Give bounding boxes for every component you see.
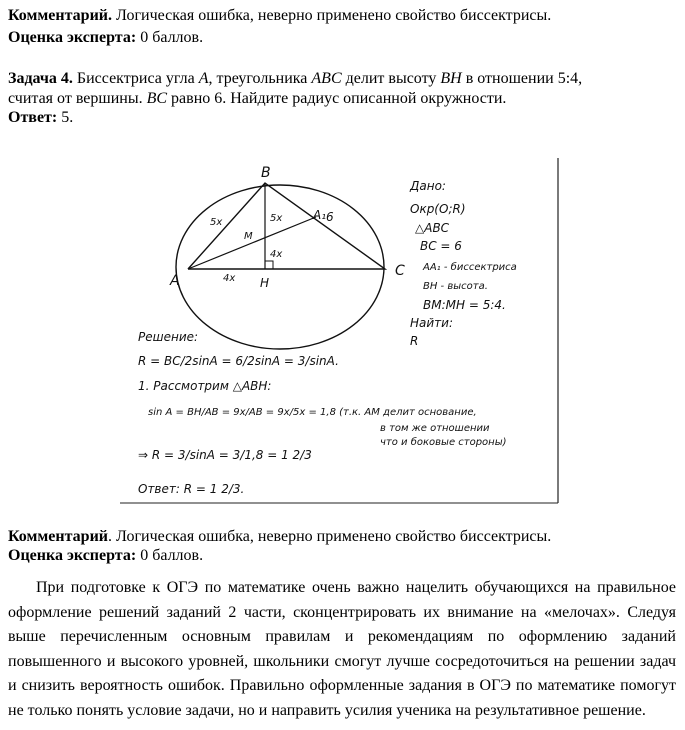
solution-line-2: 1. Рассмотрим △ABH: bbox=[138, 379, 272, 393]
task-text-b: , треугольника bbox=[208, 70, 308, 87]
task-answer-value: 5. bbox=[61, 109, 74, 126]
circumscribed-circle bbox=[176, 185, 384, 349]
task-text-c: делит высоту bbox=[345, 70, 437, 87]
task-var-abc: ABC bbox=[311, 70, 342, 87]
point-h-label: H bbox=[260, 276, 270, 290]
solution-line-3b: в том же отношении bbox=[380, 423, 490, 434]
task-text-d: в отношении 5:4, bbox=[465, 70, 583, 87]
task-line2-a: считая от вершины. bbox=[8, 90, 143, 107]
given-line-1: Окр(О;R) bbox=[410, 202, 466, 216]
side-5x-label: 5x bbox=[210, 217, 223, 228]
task-var-bh: BH bbox=[440, 70, 462, 87]
top-score-label: Оценка эксперта: bbox=[8, 29, 137, 46]
given-line-5: BH - высота. bbox=[423, 281, 488, 292]
solution-line-3c: что и боковые стороны) bbox=[380, 437, 507, 448]
solution-title: Решение: bbox=[138, 330, 199, 344]
closing-paragraph: При подготовке к ОГЭ по математике очень важно нацелить обучающихся на правильное оформление решений заданий 2 части, сконцентрировать их внимание на «мелочах». Следуя выше перечисленным основным правилам и рекомендациям по оформлению заданий повышенного и высокого уровней, школьники смогут лучше сосредоточиться на решении задач и снизить вероятность ошибок. Правильно оформленные задания в ОГЭ по математике помогут не только понять условие задачи, но и направить усилия ученика на результативное решение. bbox=[8, 579, 676, 719]
bottom-score-value: 0 баллов. bbox=[140, 547, 204, 564]
vertex-c-label: C bbox=[395, 263, 405, 279]
task-answer bbox=[8, 108, 73, 128]
segment-5x-label: 5x bbox=[270, 213, 283, 224]
top-comment-label: Комментарий. bbox=[8, 7, 113, 24]
solution-line-4: ⇒ R = 3/sinA = 3/1,8 = 1 2/3 bbox=[138, 448, 312, 462]
task-var-bc: BC bbox=[146, 90, 168, 107]
bottom-comment bbox=[8, 527, 551, 547]
vertex-b-label: B bbox=[261, 165, 271, 181]
top-score-value: 0 баллов. bbox=[140, 29, 204, 46]
solution-line-1: R = BC/2sinA = 6/2sinA = 3/sinA. bbox=[138, 354, 339, 368]
right-angle-mark bbox=[265, 261, 273, 269]
task-var-a: A bbox=[198, 70, 209, 87]
segment-4x-label: 4x bbox=[270, 249, 283, 260]
solution-line-3: sin A = BH/AB = 9x/AB = 9x/5x = 1,8 (т.к. АМ делит основание, bbox=[148, 407, 477, 418]
bottom-comment-label: Комментарий bbox=[8, 528, 109, 545]
vertex-a-label: A bbox=[170, 273, 180, 289]
solution-line-5: Ответ: R = 1 2/3. bbox=[138, 482, 245, 496]
given-line-6: BM:MH = 5:4. bbox=[423, 298, 506, 312]
find-title: Найти: bbox=[410, 316, 454, 330]
task-label: Задача 4. bbox=[8, 70, 73, 87]
bottom-score bbox=[8, 546, 203, 566]
task-statement-line1 bbox=[8, 69, 676, 89]
task-statement-line2 bbox=[8, 89, 506, 109]
task-line2-b: равно 6. Найдите радиус описанной окружности. bbox=[171, 90, 507, 107]
top-score bbox=[8, 28, 203, 48]
bisector-aa1 bbox=[188, 217, 316, 269]
bottom-comment-text: . Логическая ошибка, неверно применено свойство биссектрисы. bbox=[108, 528, 552, 545]
task-text-a: Биссектриса угла bbox=[76, 70, 195, 87]
point-m-label: M bbox=[244, 231, 253, 242]
given-line-3: BC = 6 bbox=[420, 239, 462, 253]
given-title: Дано: bbox=[410, 179, 446, 193]
handwritten-solution-scan bbox=[110, 155, 570, 510]
segment-6-label: 6 bbox=[326, 210, 334, 224]
top-comment bbox=[8, 6, 551, 26]
bottom-score-label: Оценка эксперта: bbox=[8, 547, 137, 564]
given-line-4: AA₁ - биссектриса bbox=[423, 262, 517, 273]
point-a1-label: A₁ bbox=[313, 208, 327, 222]
base-4x-label: 4x bbox=[223, 273, 236, 284]
find-line-1: R bbox=[410, 334, 419, 348]
given-line-2: △ABC bbox=[415, 221, 450, 235]
task-answer-label: Ответ: bbox=[8, 109, 58, 126]
top-comment-text: Логическая ошибка, неверно применено свойство биссектрисы. bbox=[116, 7, 552, 24]
